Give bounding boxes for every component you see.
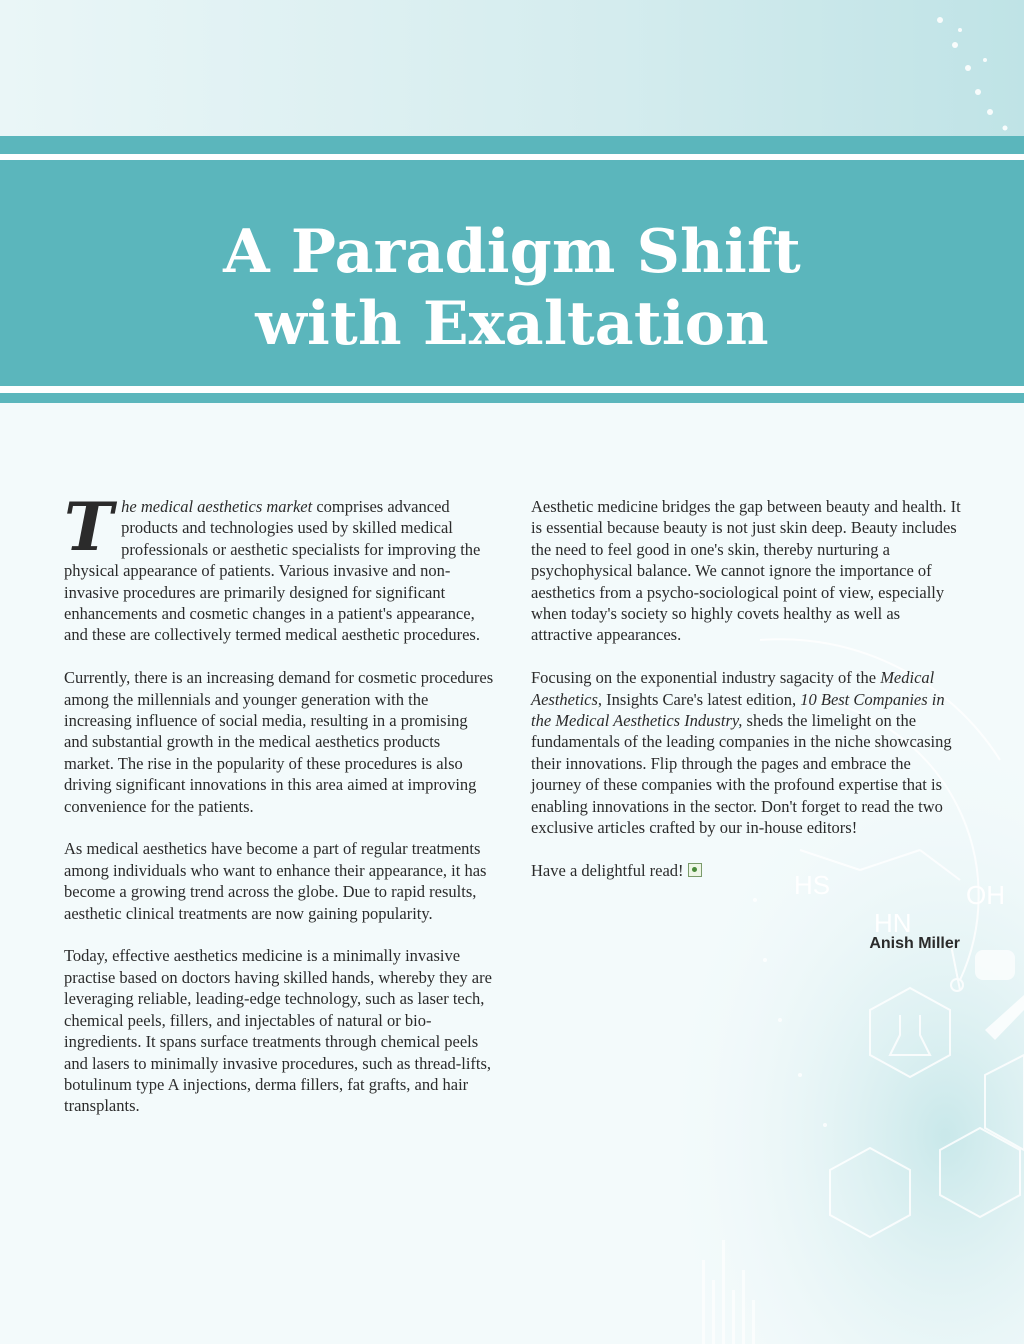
paragraph-1	[64, 488, 494, 646]
paragraph-1-text: comprises advanced products and technologies used by skilled medical professionals or aesthetic specialists for improving the physical appearance of patients. Various invasive and non-invasive procedures are primarily designed for significant enhancements and cosmetic changes in a patient's appearance, and these are collectively termed medical aesthetic procedures.	[64, 497, 481, 645]
italic-edition-title: 10 Best Companies in the Medical Aesthetics Industry,	[531, 689, 945, 731]
header-band-top	[0, 136, 1024, 154]
right-column	[531, 496, 963, 903]
smiley-emoji-icon	[688, 863, 702, 877]
title-line-1: A Paradigm Shift	[223, 217, 801, 287]
closing-line: Have a delightful read!	[531, 860, 684, 880]
paragraph-2: Currently, there is an increasing demand for cosmetic procedures among the millennials and younger generation with the increasing influence of social media, resulting in a promising and substantial growth in the medical aesthetics products market. The rise in the popularity of these procedures is also driving significant innovations in this area aimed at improving convenience for the patients.	[64, 668, 494, 816]
header-divider-bottom	[0, 386, 1024, 393]
paragraph-7	[531, 860, 963, 881]
left-column	[64, 488, 494, 1138]
page-title	[0, 216, 1024, 360]
paragraph-6	[531, 667, 963, 838]
author-name: Anish Miller	[869, 935, 960, 952]
bg-label-hn: HN	[874, 908, 912, 938]
paragraph-6-text-a: Focusing on the exponential industry sagacity of the	[531, 668, 881, 688]
drop-cap: T	[64, 488, 114, 566]
title-line-2: with Exaltation	[255, 289, 769, 359]
bg-label-hs: HS	[794, 870, 831, 900]
paragraph-6-text-c: sheds the limelight on the fundamentals of the leading companies in the niche showcasing their innovations. Flip through the pages and embrace the journey of these companies with the profound expertise that is enabling innovations in the sector. Don't forget to read the two exclusive articles crafted by our in-house editors!	[531, 711, 952, 838]
paragraph-4: Today, effective aesthetics medicine is a minimally invasive practise based on doctors having skilled hands, whereby they are leveraging reliable, leading-edge technology, such as laser tech, chemical peels, fillers, and injectables of natural or bio-ingredients. It spans surface treatments through chemical peels and lasers to minimally invasive procedures, such as thread-lifts, botulinum type A injections, derma fillers, fat grafts, and hair transplants.	[64, 946, 492, 1116]
italic-medical-aesthetics: Medical Aesthetics	[531, 668, 935, 709]
paragraph-6-text-b: , Insights Care's latest edition,	[597, 689, 801, 709]
bg-label-oh: OH	[966, 880, 1005, 910]
lead-italic: he medical aesthetics market	[121, 497, 313, 516]
paragraph-3: As medical aesthetics have become a part of regular treatments among individuals who want to enhance their appearance, it has become a growing trend across the globe. Due to rapid results, aesthetic clinical treatments are now gaining popularity.	[64, 839, 487, 923]
header-band-bottom	[0, 393, 1024, 403]
paragraph-5: Aesthetic medicine bridges the gap between beauty and health. It is essential because beauty is not just skin deep. Beauty includes the need to feel good in one's skin, thereby nurturing a psychophysical balance. We cannot ignore the importance of aesthetics from a psycho-sociological point of view, especially when today's society so highly covets healthy as well as attractive appearances.	[531, 497, 961, 645]
